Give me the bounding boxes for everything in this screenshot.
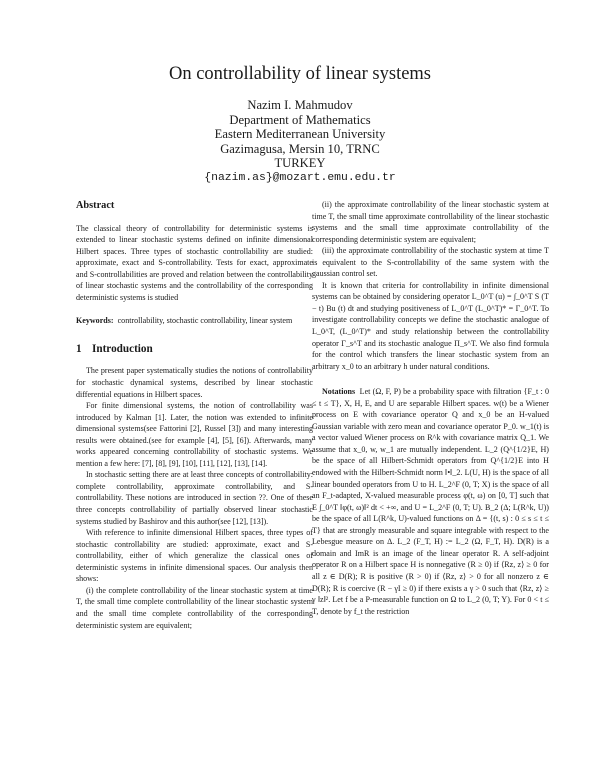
intro-paragraph-1: The present paper systematically studies the notions of controllability for stochastic dynamical systems, described by linear stochastic differential equations in Hilbert spaces. <box>76 366 313 399</box>
section-title: Introduction <box>92 342 153 355</box>
author-address: Gazimagusa, Mersin 10, TRNC <box>220 141 380 156</box>
keywords-label: Keywords: <box>76 316 114 326</box>
keywords <box>76 315 313 327</box>
author-email: {nazim.as}@mozart.emu.edu.tr <box>204 171 396 184</box>
author-name: Nazim I. Mahmudov <box>247 98 353 112</box>
keywords-text: controllability, stochastic controllability, linear system <box>117 316 293 326</box>
right-paragraph-2: (iii) the approximate controllability of the stochastic system at time T is equivalent to the S-controllability of the same system with the gaussian control set. <box>312 246 549 279</box>
section-heading-introduction <box>76 344 313 356</box>
left-column <box>76 200 313 631</box>
abstract-heading: Abstract <box>76 200 115 211</box>
paper-title: On controllability of linear systems <box>168 64 432 84</box>
section-number: 1 <box>76 342 82 355</box>
right-column <box>312 199 549 617</box>
author-department: Department of Mathematics <box>229 112 371 127</box>
intro-paragraph-5: (i) the complete controllability of the linear stochastic system at time T, the small time complete controllability of the linear stochastic system and the small time complete controllability of the corresponding deterministic system are equivalent; <box>76 585 313 630</box>
notations-paragraph <box>312 386 549 617</box>
right-paragraph-1: (ii) the approximate controllability of the linear stochastic system at time T, the small time approximate controllability of the linear stochastic systems and the small time approximate controllability of the corresponding deterministic system are equivalent; <box>312 200 549 244</box>
abstract-text: The classical theory of controllability for deterministic systems is extended to linear stochastic systems defined on infinite dimensional Hilbert spaces. Three types of stochastic controllability are studied: approximate, exact and S-controllability. Tests for exact, approximate and S-controllabilities are proved and relation between the controllability of linear stochastic systems and the controllability of the corresponding deterministic systems is studied <box>76 223 313 302</box>
intro-paragraph-4: With reference to infinite dimensional Hilbert spaces, three types of stochastic controllability are studied: approximate, exact and S-controllability, either of which generalize the classical ones of deterministic systems in infinite dimensional spaces. Our analysis then shows: <box>76 528 313 584</box>
notations-text: Let (Ω, F, P) be a probability space with filtration {F_t : 0 ≤ t ≤ T}, X, H, E, and U are separable Hilbert spaces. w(t) be a Wiener process on E with covariance operator Q and x_0 be an H-valued Gaussian variable with zero mean and covariance operator P_0. w_1(t) is a vector valued Wiener process on R^k with covariance matrix Q_1. We assume that x_0, w, w_1 are mutually independent. L_2 (Q^{1/2}E, H) be the space of all Hilbert-Schmidt operators from Q^{1/2}E into H endowed with the Hilbert-Schmidt norm ‖•‖_2. L(U, H) is the space of all linear bounded operators from U to H. L_2^F (0, T; X) is the space of all an F_t-adapted, X-valued measurable process φ(t, ω) on [0, T] such that E ∫_0^T ‖φ(t, ω)‖² dt < +∞, and U = L_2^F (0, T; U). B_2 (Δ; L(R^k, U)) be the space of all L(R^k, U)-valued functions on Δ = {(t, s) : 0 ≤ s ≤ t ≤ T} that are strongly measurable and square integrable with respect to the Lebesgue measure on Δ. L_2 (F_T, H) := L_2 (Ω, F_T, H). D(R) is a domain and ImR is an image of the linear operator R. A self-adjoint operator R on a Hilbert space H is nonnegative (R ≥ 0) if ⟨Rz, z⟩ ≥ 0 for all z ∈ D(R); R is positive (R > 0) if ⟨Rz, z⟩ > 0 for all nonzero z ∈ D(R); R is coercive (R − γI ≥ 0) if there exists a γ > 0 such that ⟨Rz, z⟩ ≥ γ ‖z‖². Let f be a P-measurable function on Ω to L_2 (0, T; Y). For 0 < t ≤ T, denote by f_t the restriction <box>312 387 550 616</box>
intro-paragraph-3: In stochastic setting there are at least three concepts of controllability: complete controllability, approximate controllability, and S-controllability. These notions are introduced in section ??. One of these three concepts controllability of partially observed linear stochastic systems studied by Bashirov and this author(see [12], [13]). <box>76 470 313 526</box>
right-paragraph-3: It is known that criteria for controllability in infinite dimensional systems can be obtained by considering operator L_0^T (u) = ∫_0^T S (T − t) Bu (t) dt and studying positiveness of L_0^T (L_0^T)* = Γ_0^T. To investigate controllability concepts we define the stochastic analogue of L_0^T, (L_0^T)* and study relationship between the controllability operator Γ_s^T and its stochastic analogue Π_s^T. We also find formula for the control which transfers the linear stochastic system from an arbitrary x_0 to an arbitrary h under natural conditions. <box>312 280 549 371</box>
notations-label: Notations <box>322 387 356 397</box>
author-block <box>0 98 600 186</box>
author-university: Eastern Mediterranean University <box>214 127 386 142</box>
author-country: TURKEY <box>274 156 326 171</box>
intro-paragraph-2: For finite dimensional systems, the notion of controllability was introduced by Kalman [1]. Later, the notion was extended to infinite dimensional systems(see Fattorini [2], Russel [3]) and many interesting results were obtained.(see for example [4], [5], [6]). Afterwards, many works appeared concerning controllability of stochastic systems. We mention a few here: [7], [8], [9], [10], [11], [12], [13], [14]. <box>76 401 313 468</box>
